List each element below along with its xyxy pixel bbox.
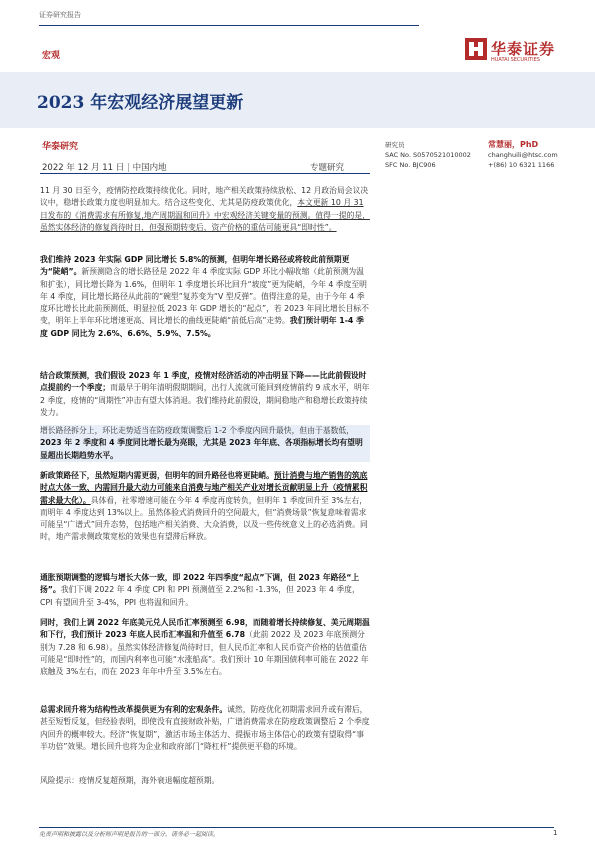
research-label: 华泰研究 [42,142,79,152]
inflation-body: 我们下调 2022 年 4 季度 CPI 和 PPI 预测值至 2.2%和 -1.3%，但 2023 年 4 季度，CPI 有望回升至 3-4%，PPI 也将温和回升。 [40,585,360,607]
analyst-info [385,140,565,170]
paragraph-reform [40,704,370,753]
report-type: 专题研究 [310,163,345,173]
epidemic-body: 而最早于明年清明假期期间，出行人流就可能回到疫情前约 9 成水平，明年 2 季度，疫情的“周期性”冲击有望大体消退。我们维持此前假设，期间稳地产和稳增长政策持续发力。 [40,383,370,417]
analyst-phone: +(86) 10 6321 1166 [488,161,555,169]
footer-disclaimer: 免责声明和披露以及分析师声明是报告的一部分，请务必一起阅读。 [39,831,220,838]
sac-number: SAC No. S0570521010002 [385,151,471,159]
demand-underlined: 预计消费与地产销售的筑底时点大体一致、内需回升最大动力可能来自消费与地产相关产业对增长贡献明显上升（疫情累积需求最大化）。 [40,471,368,505]
gdp-lead: 我们维持 2023 年实际 GDP 同比增长 5.8%的预测，但明年增长路径或将较此前预期更为“陡峭”。 [40,255,350,277]
fx-body: （此前 2022 及 2023 年底预测分别为 7.28 和 6.98）。虽然实体经济修复尚待时日，但人民币汇率和人民币资产价格的估值重估可能是“即时性”的，而国内利率也可能“水涨船高”。我们预计 10 年期国债利率可能在 2022 年底触及 3%左右，而在 2023 年年中升至 3.5%左右。 [40,630,369,677]
page-number: 1 [553,829,558,837]
reform-body: 诚然，防疫优化初期需求回升或有滞后，甚至短暂反复，但经验表明，即使没有直接财政补贴，广谱消费需求在防疫政策调整后 2 个季度内回升的概率较大。经济“恢复期”，激活市场主体活力、提振市场主体信心的政策有望取得“事半功倍”效果。增长回升也将为企业和政府部门“降杠杆”提供更平稳的环境。 [40,705,370,751]
page-title: 2023 年宏观经济展望更新 [37,93,244,113]
report-date-line [42,161,167,173]
paragraph-inflation [40,572,370,609]
gdp-body: 新预测隐含的增长路径是 2022 年 4 季度实际 GDP 环比小幅收缩（此前预测为温和扩张），同比增长降为 1.6%，但明年 1 季度增长环比回升“坡度”更为陡峭，今年 4 季度至明年 4 季度，同比增长路径从此前的“碗型”复苏变为“V 型反弹”。值得注意的是，由于今年 4 季度环比增长比此前预测低、明显拉低 2023 年 GDP 增长的“起点”，若 2023 年同比增长目标不变，明年上半年环比增速更高、同比增长的曲线更陡峭“前低后高”走势。 [40,267,369,326]
paragraph-fx [40,617,370,678]
gdp-forecast: 我们预计明年 1-4 季度 GDP 同比为 2.6%、6.6%、5.9%、7.5%。 [40,316,364,338]
sfc-number: SFC No. BJC906 [385,161,436,169]
footer-rule [39,827,554,828]
logo-subtitle: HUATAI SECURITIES [491,57,540,63]
epidemic-lead: 结合政策预测，我们假设 2023 年 1 季度，疫情对经济活动的冲击明显下降——比此前假设时点提前约一个季度； [40,371,367,393]
demand-lead: 新政策路径下，虽然短期内需更弱，但明年的回升路径也将更陡峭。 [40,471,274,480]
report-region: 中国内地 [132,163,167,173]
section-tag: 宏观 [42,51,61,61]
analyst-role: 研究员 [385,141,405,149]
report-date: 2022 年 12 月 11 日 [42,163,125,173]
company-logo [465,38,565,68]
header-rule [39,25,419,26]
paragraph-gdp [40,254,370,340]
paragraph-epidemic [40,370,370,419]
logo-mark-icon [465,38,487,60]
intro-underlined: 本文更新 10 月 31 日发布的《消费需求有所修复,地产周期温和回升》中宏观经济关键变量的预测。值得一提的是，虽然实体经济的修复尚待时日，但强预期转变后，资产价格的重估可能更具“即时性”。 [40,198,370,232]
date-separator: | [126,163,133,173]
analyst-name: 常慧丽，PhD [488,140,539,149]
risk-text: 风险提示：疫情反复超预期，海外衰退幅度超预期。 [40,776,220,785]
growth-path-body: 增长路径拆分上，环比走势适当在防疫政策调整后 1-2 个季度内回升最快，但由于基数低， [40,426,354,435]
paragraph-growth-path [40,425,370,462]
analyst-email[interactable]: changhuili@htsc.com [488,151,558,159]
demand-body: 具体看，社零增速可能在今年 4 季度再度转负，但明年 1 季度回升至 3%左右，而明年 4 季度达到 13%以上。虽然体验式消费回升的空间最大，但“消费场景”恢复意味着需求可能呈“广谱式”回升态势，包括地产相关消费、大众消费，以及一些传统意义上的必选消费。同时，地产需求侧政策宽松的效果也有望滞后释放。 [40,495,368,542]
doc-category: 证券研究报告 [39,11,81,19]
logo-name: 华泰证券 [491,40,556,58]
paragraph-demand [40,470,370,544]
reform-lead: 总需求回升将为结构性改革提供更为有利的宏观条件。 [40,705,228,714]
intro-text: 11 月 30 日至今，疫情防控政策持续优化。同时，地产相关政策持续放松、12 月政治局会议决议中，稳增长政策力度也明显加大。结合这些变化、尤其是防疫政策优化， [40,186,369,208]
meta-rule [40,173,370,174]
growth-path-lead: 2023 年 2 季度和 4 季度同比增长最为亮眼，尤其是 2023 年年底、各项指标增长均有望明显超出长期趋势水平。 [40,438,363,460]
inflation-lead: 通胀预期调整的逻辑与增长大体一致，即 2022 年四季度“起点”下调，但 2023 年路径“上扬”。 [40,573,360,595]
risk-warning [40,775,370,787]
paragraph-intro [40,185,370,234]
fx-lead: 同时，我们上调 2022 年底美元兑人民币汇率预测至 6.98，而随着增长持续修复、美元周期温和下行，我们预计 2023 年底人民币汇率温和升值至 6.78 [40,618,370,640]
